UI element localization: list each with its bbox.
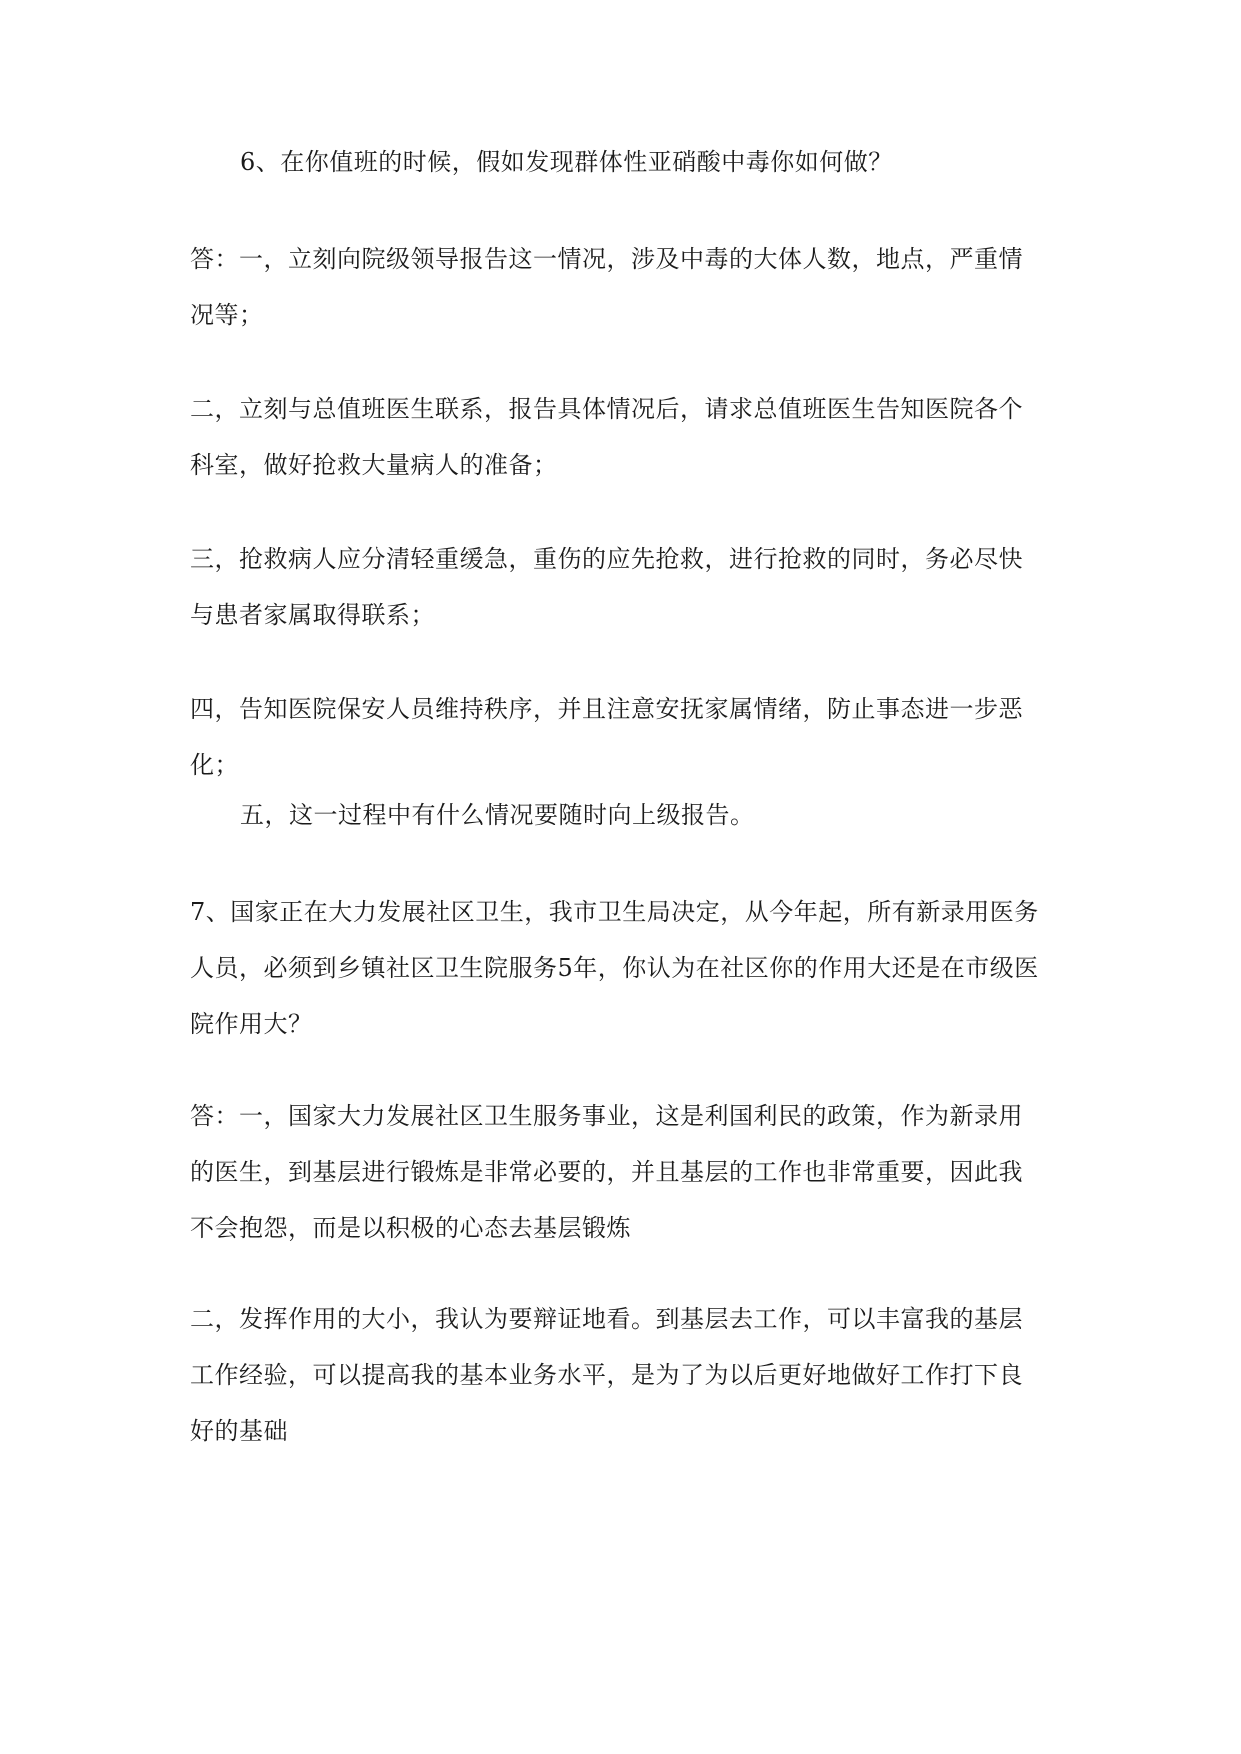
text-line: 二，发挥作用的大小，我认为要辩证地看。到基层去工作，可以丰富我的基层 xyxy=(190,1305,1023,1333)
text-line: 院作用大？ xyxy=(190,1010,313,1038)
text-line: 答：一，立刻向院级领导报告这一情况，涉及中毒的大体人数，地点，严重情 xyxy=(190,245,1023,273)
text-line: 与患者家属取得联系； xyxy=(190,601,435,629)
answer-6-point-2 xyxy=(190,381,1060,493)
text-line: 工作经验，可以提高我的基本业务水平，是为了为以后更好地做好工作打下良 xyxy=(190,1361,1023,1389)
text-line: 不会抱怨，而是以积极的心态去基层锻炼 xyxy=(190,1214,631,1242)
text-line: 二，立刻与总值班医生联系，报告具体情况后，请求总值班医生告知医院各个 xyxy=(190,395,1023,423)
text-line: 答：一，国家大力发展社区卫生服务事业，这是利国利民的政策，作为新录用 xyxy=(190,1102,1023,1130)
answer-7-point-2 xyxy=(190,1291,1060,1459)
text-line: 化； xyxy=(190,751,239,779)
text-line: 人员，必须到乡镇社区卫生院服务5年，你认为在社区你的作用大还是在市级医 xyxy=(190,954,1039,982)
text-line: 7、国家正在大力发展社区卫生，我市卫生局决定，从今年起，所有新录用医务 xyxy=(190,898,1039,926)
text-line: 科室，做好抢救大量病人的准备； xyxy=(190,451,558,479)
text-line: 况等； xyxy=(190,301,264,329)
text-line: 6、在你值班的时候，假如发现群体性亚硝酸中毒你如何做？ xyxy=(240,148,893,176)
text-line: 四，告知医院保安人员维持秩序，并且注意安抚家属情绪，防止事态进一步恶 xyxy=(190,695,1023,723)
text-line: 的医生，到基层进行锻炼是非常必要的，并且基层的工作也非常重要，因此我 xyxy=(190,1158,1023,1186)
question-7 xyxy=(190,884,1060,1052)
answer-6-point-4 xyxy=(190,681,1060,793)
question-6 xyxy=(190,134,1060,190)
answer-6-point-5 xyxy=(190,787,1060,843)
answer-6-point-3 xyxy=(190,531,1060,643)
answer-6-point-1 xyxy=(190,231,1060,343)
text-line: 五，这一过程中有什么情况要随时向上级报告。 xyxy=(240,801,755,829)
answer-7-point-1 xyxy=(190,1088,1060,1256)
text-line: 好的基础 xyxy=(190,1417,288,1445)
text-line: 三，抢救病人应分清轻重缓急，重伤的应先抢救，进行抢救的同时，务必尽快 xyxy=(190,545,1023,573)
